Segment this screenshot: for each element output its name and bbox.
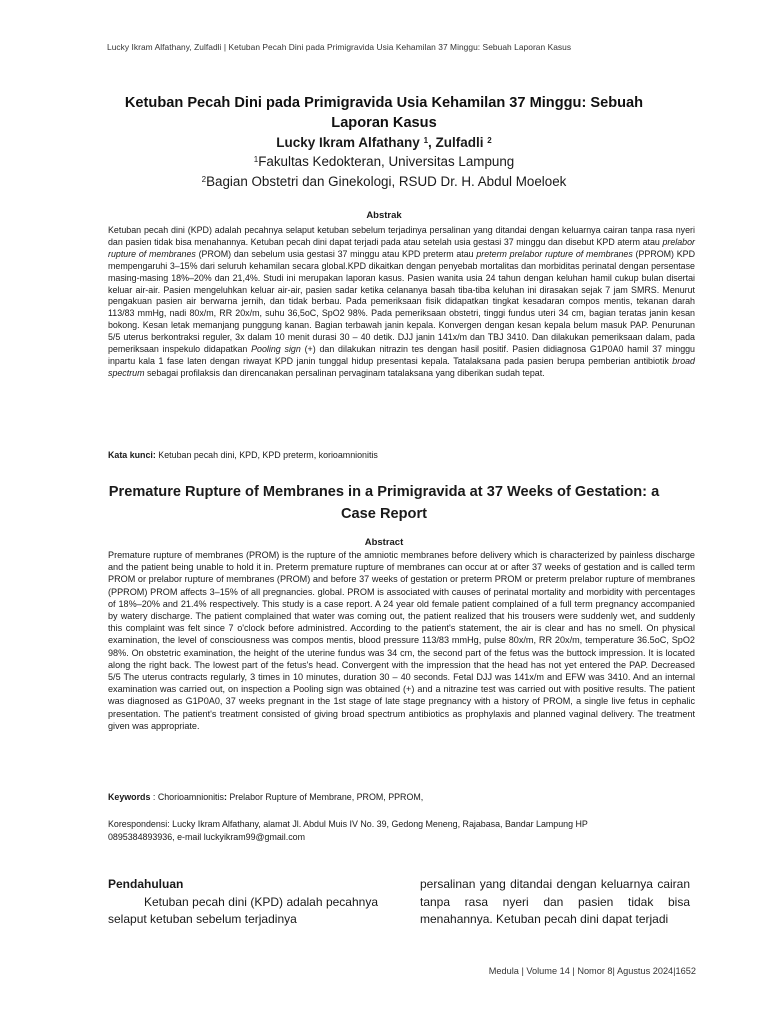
kata-kunci-label: Kata kunci: [108, 450, 156, 460]
body-column-right [420, 876, 690, 929]
author-name: Lucky Ikram Alfathany [276, 135, 420, 150]
affiliation-marker: 2 [201, 175, 207, 184]
keywords-term: Chorioamnionitis [157, 792, 224, 802]
keywords-text: Prelabor Rupture of Membrane, PROM, PPROM, [226, 792, 424, 802]
abstrak-heading: Abstrak [366, 210, 402, 221]
abstrak-italic-term: preterm prelabor rupture of membranes [476, 248, 633, 259]
correspondence-line: Korespondensi: Lucky Ikram Alfathany, alamat Jl. Abdul Muis IV No. 39, Gedong Meneng, Rajabasa, Bandar Lampung HP [108, 819, 588, 829]
abstrak-text: (+) dan dilakukan nitrazin tes dengan hasil positif. Pasien didiagnosa G1P0A0 hamil 37 minggu inpartu kala 1 fase laten dengan riwayat KPD janin tunggal hidup presentasi kepala. Tatalaksana pada pasien berupa pemberian antibiotik [108, 344, 695, 366]
article-title-indonesian: Ketuban Pecah Dini pada Primigravida Usia Kehamilan 37 Minggu: Sebuah Laporan Kasus [124, 95, 644, 131]
keywords [108, 792, 695, 802]
keywords-label: Keywords [108, 792, 151, 802]
abstract-heading: Abstract [364, 537, 404, 548]
page-footer: Medula | Volume 14 | Nomor 8| Agustus 2024|1652 [488, 966, 696, 976]
abstrak-text: Ketuban pecah dini (KPD) adalah pecahnya selaput ketuban sebelum terjadinya persalinan yang ditandai dengan keluarnya cairan tanpa rasa nyeri dan pasien tidak bisa menahannya. Ketuban pecah dini dapat terjadi pada atau setelah usia gestasi 37 minggu dan disebut KPD aterm atau [108, 225, 695, 247]
body-paragraph: Ketuban pecah dini (KPD) adalah pecahnya selaput ketuban sebelum terjadinya [108, 894, 378, 926]
section-heading-pendahuluan: Pendahuluan [108, 877, 184, 891]
keywords-colon: : [223, 792, 227, 802]
affiliation-marker: 1 [253, 155, 259, 164]
abstrak-body [108, 225, 695, 380]
body-paragraph: persalinan yang ditandai dengan keluarnya cairan tanpa rasa nyeri dan pasien tidak bisa menahannya. Ketuban pecah dini dapat terjadi [420, 877, 690, 926]
abstract-body: Premature rupture of membranes (PROM) is the rupture of the amniotic membranes before delivery which is characterized by painless discharge and the patient being unable to hold it in. Preterm premature rupture of membranes can occur at or after 37 weeks of gestation and is called term PROM or prelabor rupture of membranes (PROM) and before 37 weeks of gestation or preterm PROM or preterm prelabor rupture of membranes (PPROM) PROM affects 3–15% of all pregnancies. global. PROM is associated with causes of perinatal mortality and morbidity with percentages of 18%–20% and 21.4% respectively. This study is a case report. A 24 year old female patient complained of a full term pregnancy accompanied by watery discharge. The patient complained that water was coming out, the patient realized that his trousers were suddenly wet, and suddenly this complaint was felt since 7 o'clock before administred. According to the patient's statement, the air is clear and has no smell. On physical examination, the level of consciousness was compos mentis, blood pressure 113/83 mmHg, pulse 80x/m, RR 20x/m, temperature 36.5oC, SpO2 98%. On obstetric examination, the height of the uterine fundus was 34 cm, the second part of the fetus was the buttock impression. It is located along the right back. The lowest part of the fetus's head. Convergent with the impression that the head has not yet entered the PAP. Decreased 5/5 The uterus contracts regularly, 3 times in 10 minutes, duration 30 – 40 seconds. Fetal DJJ was 141x/m and EFW was 3410. And an internal examination was carried out, on inspection a Pooling sign was obtained (+) and a nitrazine test was carried out with positive results. The patient was diagnosed as G1P0A0, 37 weeks pregnant in the 1st stage of late stage pregnancy with a history of PROM, a single live fetus in cephalic presentation. The patient's treatment consisted of giving broad spectrum antibiotics as prophylaxis and planned vaginal delivery. The treatment given was appropriate. [108, 550, 695, 731]
affiliation-text: Fakultas Kedokteran, Universitas Lampung [258, 154, 515, 169]
author-separator: , [428, 135, 436, 150]
correspondence [108, 818, 695, 845]
running-head: Lucky Ikram Alfathany, Zulfadli | Ketuban Pecah Dini pada Primigravida Usia Kehamilan 37 Minggu: Sebuah Laporan Kasus [107, 42, 572, 52]
abstrak-italic-term: prelabor rupture of membranes [108, 236, 695, 259]
body-column-left [108, 876, 378, 929]
kata-kunci-text: Ketuban pecah dini, KPD, KPD preterm, korioamnionitis [155, 450, 378, 460]
abstrak-text: (PPROM) KPD mempengaruhi 3–15% dari seluruh kehamilan secara global.KPD dikaitkan dengan penyebab mortalitas dan morbiditas perinatal dengan persentase masing-masing 18%–20% dan 21,4%. Studi ini merupakan laporan kasus. Pasien wanita usia 24 tahun dengan keluhan hamil cukup bulan disertai keluar air-air. Pasien mengeluhkan keluar air-air, pasien sadar ketika celananya basah tiba-tiba keluhan ini dirasakan sejak 7 jam SMRS. Menurut pengakuan pasien air berwarna jernih, dan tidak berbau. Pada pemeriksaan fisik didapatkan tingkat kesadaran compos mentis, tekanan darah 113/83 mmHg, nadi 80x/m, RR 20x/m, suhu 36,5oC, SpO2 98%. Pada pemeriksaan obstetri, tinggi fundus uteri 34 cm, bagian teratas janin kesan bokong. Kesan letak memanjang punggung kanan. Bagian terbawah janin kepala. Konvergen dengan kesan kepala belum masuk PAP. Penurunan 5/5 uterus berkontraksi reguler, 3x dalam 10 menit durasi 30 – 40 detik. DJJ janin 141x/m dan TBJ 3410. Dan dilakukan pemeriksaan dalam, pada pemeriksaan inspekulo didapatkan [108, 248, 695, 355]
abstrak-italic-term: Pooling sign [251, 344, 301, 355]
abstrak-italic-term: broad spectrum [108, 355, 695, 378]
abstrak-text: sebagai profilaksis dan direncanakan persalinan pervaginam tatalaksana yang diberikan sudah tepat. [144, 367, 545, 378]
keywords-sep: : [150, 792, 158, 802]
affiliation-marker: 2 [487, 136, 492, 145]
kata-kunci [108, 450, 695, 460]
article-title-english: Premature Rupture of Membranes in a Primigravida at 37 Weeks of Gestation: a Case Report [108, 484, 660, 522]
author-name: Zulfadli [435, 135, 484, 150]
affiliation-1 [108, 153, 660, 170]
author-list [108, 134, 660, 151]
affiliation-marker: 1 [423, 136, 429, 145]
affiliation-2 [108, 173, 660, 190]
abstrak-text: (PROM) dan sebelum usia gestasi 37 minggu atau KPD preterm atau [195, 248, 477, 259]
correspondence-line: 0895384893936, e-mail luckyikram99@gmail.com [108, 832, 305, 843]
affiliation-text: Bagian Obstetri dan Ginekologi, RSUD Dr. H. Abdul Moeloek [206, 174, 567, 189]
